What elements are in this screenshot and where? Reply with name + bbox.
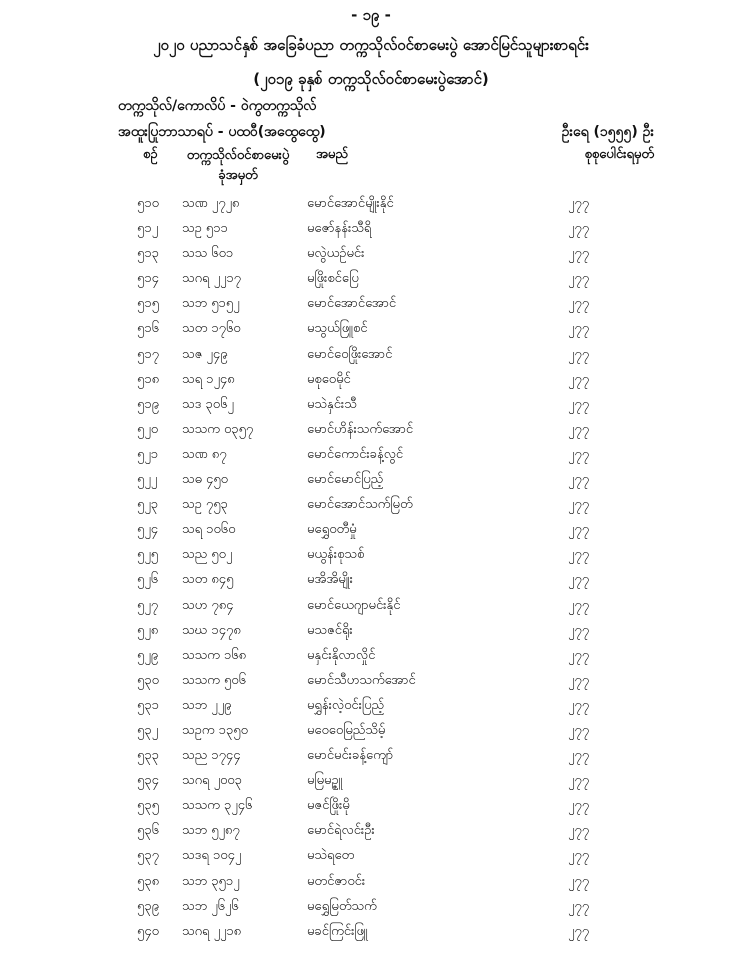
row-name: မသဲရတေ [307, 848, 355, 864]
row-marks: ၂၇၇ [568, 221, 590, 237]
row-marks: ၂၇၇ [568, 572, 590, 588]
row-number: ၅၄၀ [137, 923, 159, 939]
row-reg-number: သဓ ၄၅၀ [182, 472, 228, 488]
row-name: မောင်ရဲလင်းဦး [307, 823, 375, 839]
row-name: မခင်ကြင်းဖြူ [307, 923, 368, 939]
table-row [0, 894, 742, 919]
table-row [0, 367, 742, 392]
row-number: ၅၃၀ [137, 672, 159, 688]
row-marks: ၂၇၇ [568, 823, 590, 839]
table-row [0, 718, 742, 743]
row-number: ၅၃၄ [137, 773, 159, 789]
row-name: မရွှေမြတ်သက် [307, 898, 377, 914]
row-number: ၅၂၃ [137, 497, 159, 513]
col-header-reg [178, 146, 298, 186]
table-row [0, 593, 742, 618]
table-row [0, 492, 742, 517]
row-reg-number: သတ ၁၇၆၀ [182, 321, 241, 337]
row-number: ၅၂၁ [137, 446, 159, 462]
row-name: မသွယ်ဖြူစင် [307, 321, 368, 337]
row-number: ၅၁၃ [137, 246, 159, 262]
row-reg-number: သသက ၁၆၈ [182, 647, 247, 663]
row-number: ၅၂၄ [137, 522, 159, 538]
row-number: ၅၁၇ [137, 346, 159, 362]
document-title: ၂၀၂၀ ပညာသင်နှစ် အခြေခံပညာ တက္ကသိုလ်ဝင်စာမေးပွဲ အောင်မြင်သူများစာရင်း [153, 36, 589, 54]
table-row [0, 291, 742, 316]
row-reg-number: သဏ ၈၇ [182, 446, 227, 462]
table-row [0, 743, 742, 768]
row-reg-number: သသက ၃၂၄၆ [182, 798, 253, 814]
column-headers [0, 146, 742, 186]
table-row [0, 618, 742, 643]
table-row [0, 266, 742, 291]
row-marks: ၂၇၇ [568, 271, 590, 287]
row-marks: ၂၇၇ [568, 873, 590, 889]
row-marks: ၂၇၇ [568, 898, 590, 914]
row-reg-number: သဂရ ၂၂၁၈ [182, 923, 242, 939]
row-name: မောင်မင်းခန့်ကျော် [307, 748, 394, 764]
row-number: ၅၃၆ [137, 823, 159, 839]
table-row [0, 316, 742, 341]
row-marks: ၂၇၇ [568, 547, 590, 563]
row-marks: ၂၇၇ [568, 371, 590, 387]
row-number: ၅၂၀ [137, 421, 159, 437]
row-reg-number: သသက ၀၃၅၇ [182, 421, 254, 437]
table-row [0, 517, 742, 542]
row-reg-number: သသ ၆၀၁ [182, 246, 234, 262]
document-subtitle: (၂၀၁၉ ခုနှစ် တက္ကသိုလ်ဝင်စာမေးပွဲအောင်) [253, 70, 489, 88]
table-row [0, 567, 742, 592]
col-header-reg-line-2: ခုံအမှတ် [218, 168, 258, 183]
row-name: မဝေဝေမြည်သိမ့် [307, 722, 386, 738]
row-number: ၅၂၅ [137, 547, 159, 563]
row-reg-number: သဏ ၂၇၂၈ [182, 196, 240, 211]
row-number: ၅၁၂ [137, 221, 159, 237]
row-name: မစုဝေမိုင် [307, 371, 351, 387]
result-list [0, 191, 742, 944]
row-name: မလွဲယဉ်မင်း [307, 246, 365, 262]
row-number: ၅၁၉ [137, 396, 159, 412]
row-reg-number: သရ ၁၀၆၀ [182, 522, 236, 538]
row-name: မောင်အောင်မျိုးနိုင် [307, 196, 394, 211]
row-reg-number: သဘ ၂၆၂၆ [182, 898, 239, 914]
table-row [0, 241, 742, 266]
row-marks: ၂၇၇ [568, 923, 590, 939]
row-number: ၅၂၆ [137, 572, 159, 588]
row-reg-number: သတ ၈၄၅ [182, 572, 234, 588]
table-row [0, 869, 742, 894]
row-reg-number: သဘ ၅၁၅၂ [182, 296, 240, 312]
row-number: ၅၃၅ [137, 798, 159, 814]
row-number: ၅၃၉ [137, 898, 159, 914]
row-name: မဖြိုးစင်ပြေ [307, 271, 359, 287]
table-row [0, 643, 742, 668]
row-number: ၅၁၅ [137, 296, 159, 312]
row-marks: ၂၇၇ [568, 446, 590, 462]
row-name: မအိအိမျိုး [307, 572, 353, 588]
row-marks: ၂၇၇ [568, 522, 590, 538]
row-number: ၅၂၂ [137, 472, 158, 488]
row-name: မယွန်းစုသစ် [307, 547, 365, 563]
row-reg-number: သဃ ၁၄၇၈ [182, 622, 241, 638]
subject-line: အထူးပြုဘာသာရပ် - ပထဝီ(အထွေထွေ) [118, 124, 326, 140]
row-reg-number: သဇ ၂၄၉ [182, 346, 228, 362]
row-name: မောင်ဝေဖြိုးအောင် [307, 346, 393, 362]
row-name: မသဲနှင်းသီ [307, 396, 357, 412]
row-name: မောင်ဟိန်းသက်အောင် [307, 421, 414, 437]
row-marks: ၂၇၇ [568, 773, 590, 789]
table-row [0, 793, 742, 818]
row-reg-number: သသက ၅၀၆ [182, 672, 246, 688]
table-row [0, 768, 742, 793]
table-row [0, 843, 742, 868]
row-marks: ၂၇၇ [568, 848, 590, 864]
row-marks: ၂၇၇ [568, 296, 590, 312]
row-marks: ၂၇၇ [568, 421, 590, 437]
row-reg-number: သရ ၁၂၄၈ [182, 371, 235, 387]
row-reg-number: သဂရ ၂၀၀၃ [182, 773, 242, 789]
row-name: မမြမဥ္ဇူ [307, 773, 343, 789]
row-name: မောင်အောင်သက်မြတ် [307, 497, 413, 513]
row-reg-number: သဘ ၂၂၉ [182, 697, 232, 713]
row-number: ၅၃၈ [137, 873, 160, 889]
table-row [0, 542, 742, 567]
col-header-marks: စုစုပေါင်းရမှတ် [584, 147, 654, 162]
table-row [0, 442, 742, 467]
row-marks: ၂၇၇ [568, 697, 590, 713]
row-number: ၅၁၆ [137, 321, 159, 337]
row-marks: ၂၇၇ [568, 672, 590, 688]
row-marks: ၂၇၇ [568, 798, 590, 814]
row-reg-number: သည ၅၀၂ [182, 547, 233, 563]
row-number: ၅၁၀ [137, 196, 159, 211]
row-number: ၅၂၈ [137, 622, 159, 638]
row-marks: ၂၇၇ [568, 622, 590, 638]
col-header-no: စဉ် [143, 147, 158, 162]
page-number: - ၁၉ - [351, 6, 391, 24]
row-reg-number: သဟ ၇၈၄ [182, 597, 234, 613]
row-number: ၅၁၄ [137, 271, 159, 287]
row-name: မောင်အောင်အောင် [307, 296, 397, 312]
row-name: မရွှန်းလဲ့ဝင်းပြည့် [307, 697, 385, 713]
row-name: မတင်ဇာဝင်း [307, 873, 366, 889]
row-name: မသဇင်ရိုး [307, 622, 353, 638]
row-reg-number: သည ၁၇၄၄ [182, 748, 241, 764]
row-marks: ၂၇၇ [568, 396, 590, 412]
row-name: မောင်ယေဂျာမင်းနိုင် [307, 597, 401, 613]
row-reg-number: သဒ ၃၀၆၂ [182, 396, 234, 412]
row-reg-number: သဒရ ၁၀၄၂ [182, 848, 242, 864]
row-name: မနှင်းနိုလာလှိုင် [307, 647, 376, 663]
row-marks: ၂၇၇ [568, 246, 590, 262]
table-row [0, 668, 742, 693]
row-marks: ၂၇၇ [568, 497, 590, 513]
row-name: မဇော်နန်းသီရိ [307, 221, 372, 237]
table-row [0, 191, 742, 216]
row-reg-number: သဥ ၇၅၃ [182, 497, 228, 513]
total-count: ဦးရေ (၁၅၅၅) ဦး [561, 124, 654, 140]
row-number: ၅၂၉ [137, 647, 159, 663]
row-number: ၅၃၃ [137, 748, 159, 764]
table-row [0, 693, 742, 718]
row-marks: ၂၇၇ [568, 722, 590, 738]
row-marks: ၂၇၇ [568, 346, 590, 362]
table-row [0, 467, 742, 492]
row-name: မောင်ကောင်းခန့်လွင် [307, 446, 404, 462]
table-row [0, 818, 742, 843]
row-name: မောင်သီဟသက်အောင် [307, 672, 416, 688]
row-reg-number: သဂရ ၂၂၁၇ [182, 271, 241, 287]
row-reg-number: သဘ ၅၂၈၇ [182, 823, 240, 839]
row-name: မဇင်ဖြိုးမို [307, 798, 350, 814]
row-reg-number: သဥ ၅၁၁ [182, 221, 228, 237]
row-marks: ၂၇၇ [568, 597, 590, 613]
row-number: ၅၃၁ [137, 697, 159, 713]
row-number: ၅၂၇ [137, 597, 159, 613]
university-line: တက္ကသိုလ်/ကောလိပ် - ဝဲကွတက္ကသိုလ် [118, 98, 317, 114]
table-row [0, 919, 742, 944]
row-number: ၅၁၈ [137, 371, 160, 387]
row-marks: ၂၇၇ [568, 748, 590, 764]
row-reg-number: သဘ ၃၅၁၂ [182, 873, 240, 889]
table-row [0, 417, 742, 442]
row-number: ၅၃၇ [137, 848, 159, 864]
col-header-name: အမည် [316, 147, 348, 162]
row-name: မရွှေဝတီမှုံ [307, 522, 357, 538]
row-marks: ၂၇၇ [568, 196, 590, 211]
row-marks: ၂၇၇ [568, 321, 590, 337]
row-reg-number: သဥက ၁၃၅၀ [182, 722, 248, 738]
table-row [0, 392, 742, 417]
row-number: ၅၃၂ [137, 722, 159, 738]
row-marks: ၂၇၇ [568, 647, 590, 663]
col-header-reg-line-1: တက္ကသိုလ်ဝင်စာမေးပွဲ [186, 148, 290, 163]
row-name: မောင်မောင်ပြည့် [307, 472, 384, 488]
table-row [0, 216, 742, 241]
row-marks: ၂၇၇ [568, 472, 590, 488]
table-row [0, 342, 742, 367]
